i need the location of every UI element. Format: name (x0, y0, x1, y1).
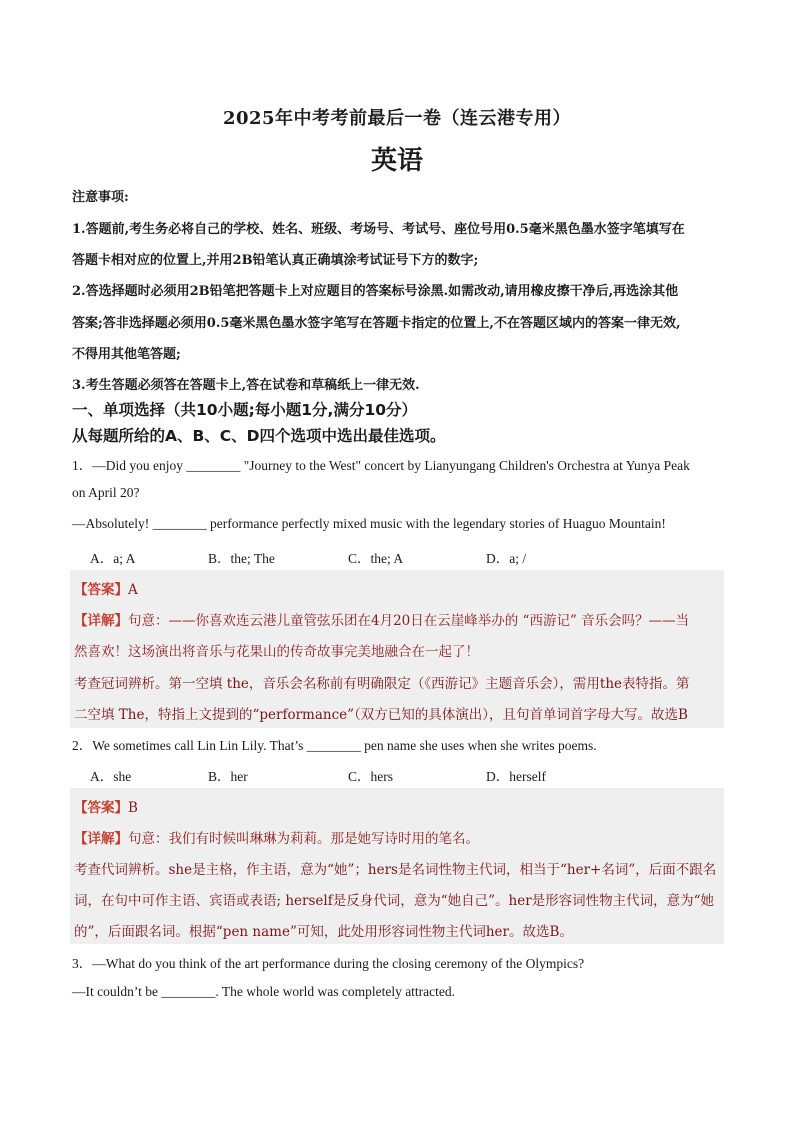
notice-line: 答案;答非选择题必须用0.5毫米黑色墨水签字笔写在答题卡指定的位置上,不在答题区域内的答案一律无效, (72, 316, 681, 331)
answer-value: B (128, 800, 138, 816)
question-2-option-c: C．hers (348, 769, 393, 784)
answer-tag: 【答案】 (74, 582, 128, 598)
section-title: 一、单项选择（共10小题;每小题1分,满分10分） (72, 401, 418, 419)
question-1-option-b: B．the; The (208, 551, 275, 566)
question-1-detail-line: 考查冠词辨析。第一空填 the，音乐会名称前有明确限定（《西游记》主题音乐会），需用the表特指。第 (74, 676, 690, 692)
detail-text: 句意：我们有时候叫琳琳为莉莉。那是她写诗时用的笔名。 (128, 831, 479, 847)
question-1-answer-box (70, 570, 724, 728)
question-3-stem: —It couldn’t be ________. The whole world was completely attracted. (72, 984, 456, 999)
question-2-detail-line: 词，在句中可作主语、宾语或表语; herself是反身代词，意为“她自己”。her是形容词性物主代词，意为“她 (74, 893, 715, 909)
question-2-answer (74, 796, 720, 816)
notice-line: 答题卡相对应的位置上,并用2B铅笔认真正确填涂考试证号下方的数字; (72, 253, 479, 268)
question-1-option-a: A．a; A (90, 551, 136, 566)
detail-tag: 【详解】 (74, 831, 128, 847)
question-2-option-a: A．she (90, 769, 132, 784)
notice-line: 不得用其他笔答题; (72, 347, 181, 362)
notice-heading: 注意事项: (72, 190, 129, 205)
question-2-answer-box (70, 788, 724, 944)
detail-tag: 【详解】 (74, 613, 128, 629)
question-1-answer (74, 578, 720, 598)
notice-line: 2.答选择题时必须用2B铅笔把答题卡上对应题目的答案标号涂黑.如需改动,请用橡皮擦干净后,再选涂其他 (72, 284, 679, 299)
detail-text: 句意：——你喜欢连云港儿童管弦乐团在4月20日在云崖峰举办的 “西游记” 音乐会吗？——当 (128, 613, 690, 629)
exam-title: 2025年中考考前最后一卷（连云港专用） (222, 108, 572, 129)
question-2-stem: 2．We sometimes call Lin Lin Lily. That’s ________ pen name she uses when she writes poems. (72, 738, 597, 753)
notice-line: 1.答题前,考生务必将自己的学校、姓名、班级、考场号、考试号、座位号用0.5毫米黑色墨水签字笔填写在 (72, 222, 685, 237)
notice-line: 3.考生答题必须答在答题卡上,答在试卷和草稿纸上一律无效. (72, 378, 420, 393)
question-2-option-b: B．her (208, 769, 248, 784)
question-1-option-c: C．the; A (348, 551, 404, 566)
question-3-stem: 3．—What do you think of the art performance during the closing ceremony of the Olympics? (72, 956, 585, 971)
question-1-stem: on April 20? (72, 485, 140, 500)
question-1-option-d: D．a; / (486, 551, 527, 566)
question-1-detail-line: 二空填 The，特指上文提到的“performance”（双方已知的具体演出），且句首单词首字母大写。故选B (74, 707, 688, 723)
question-2-option-d: D．herself (486, 769, 546, 784)
question-1-detail (74, 609, 720, 629)
answer-tag: 【答案】 (74, 800, 128, 816)
section-instruction: 从每题所给的A、B、C、D四个选项中选出最佳选项。 (72, 427, 446, 445)
answer-value: A (128, 582, 138, 598)
question-1-stem: 1．—Did you enjoy ________ "Journey to the West" concert by Lianyungang Children's Orchestra at Yunya Peak (72, 458, 690, 473)
question-2-detail-line: 考查代词辨析。she是主格，作主语，意为“她”；hers是名词性物主代词，相当于“her+名词”，后面不跟名 (74, 862, 717, 878)
question-1-detail-line: 然喜欢！这场演出将音乐与花果山的传奇故事完美地融合在一起了！ (74, 644, 479, 660)
subject-title: 英语 (370, 146, 423, 176)
question-2-detail-line: 的”，后面跟名词。根据“pen name”可知，此处用形容词性物主代词her。故选B。 (74, 924, 573, 940)
question-1-stem: —Absolutely! ________ performance perfectly mixed music with the legendary stories of Huaguo Mountain! (72, 516, 666, 531)
question-2-detail (74, 827, 720, 847)
